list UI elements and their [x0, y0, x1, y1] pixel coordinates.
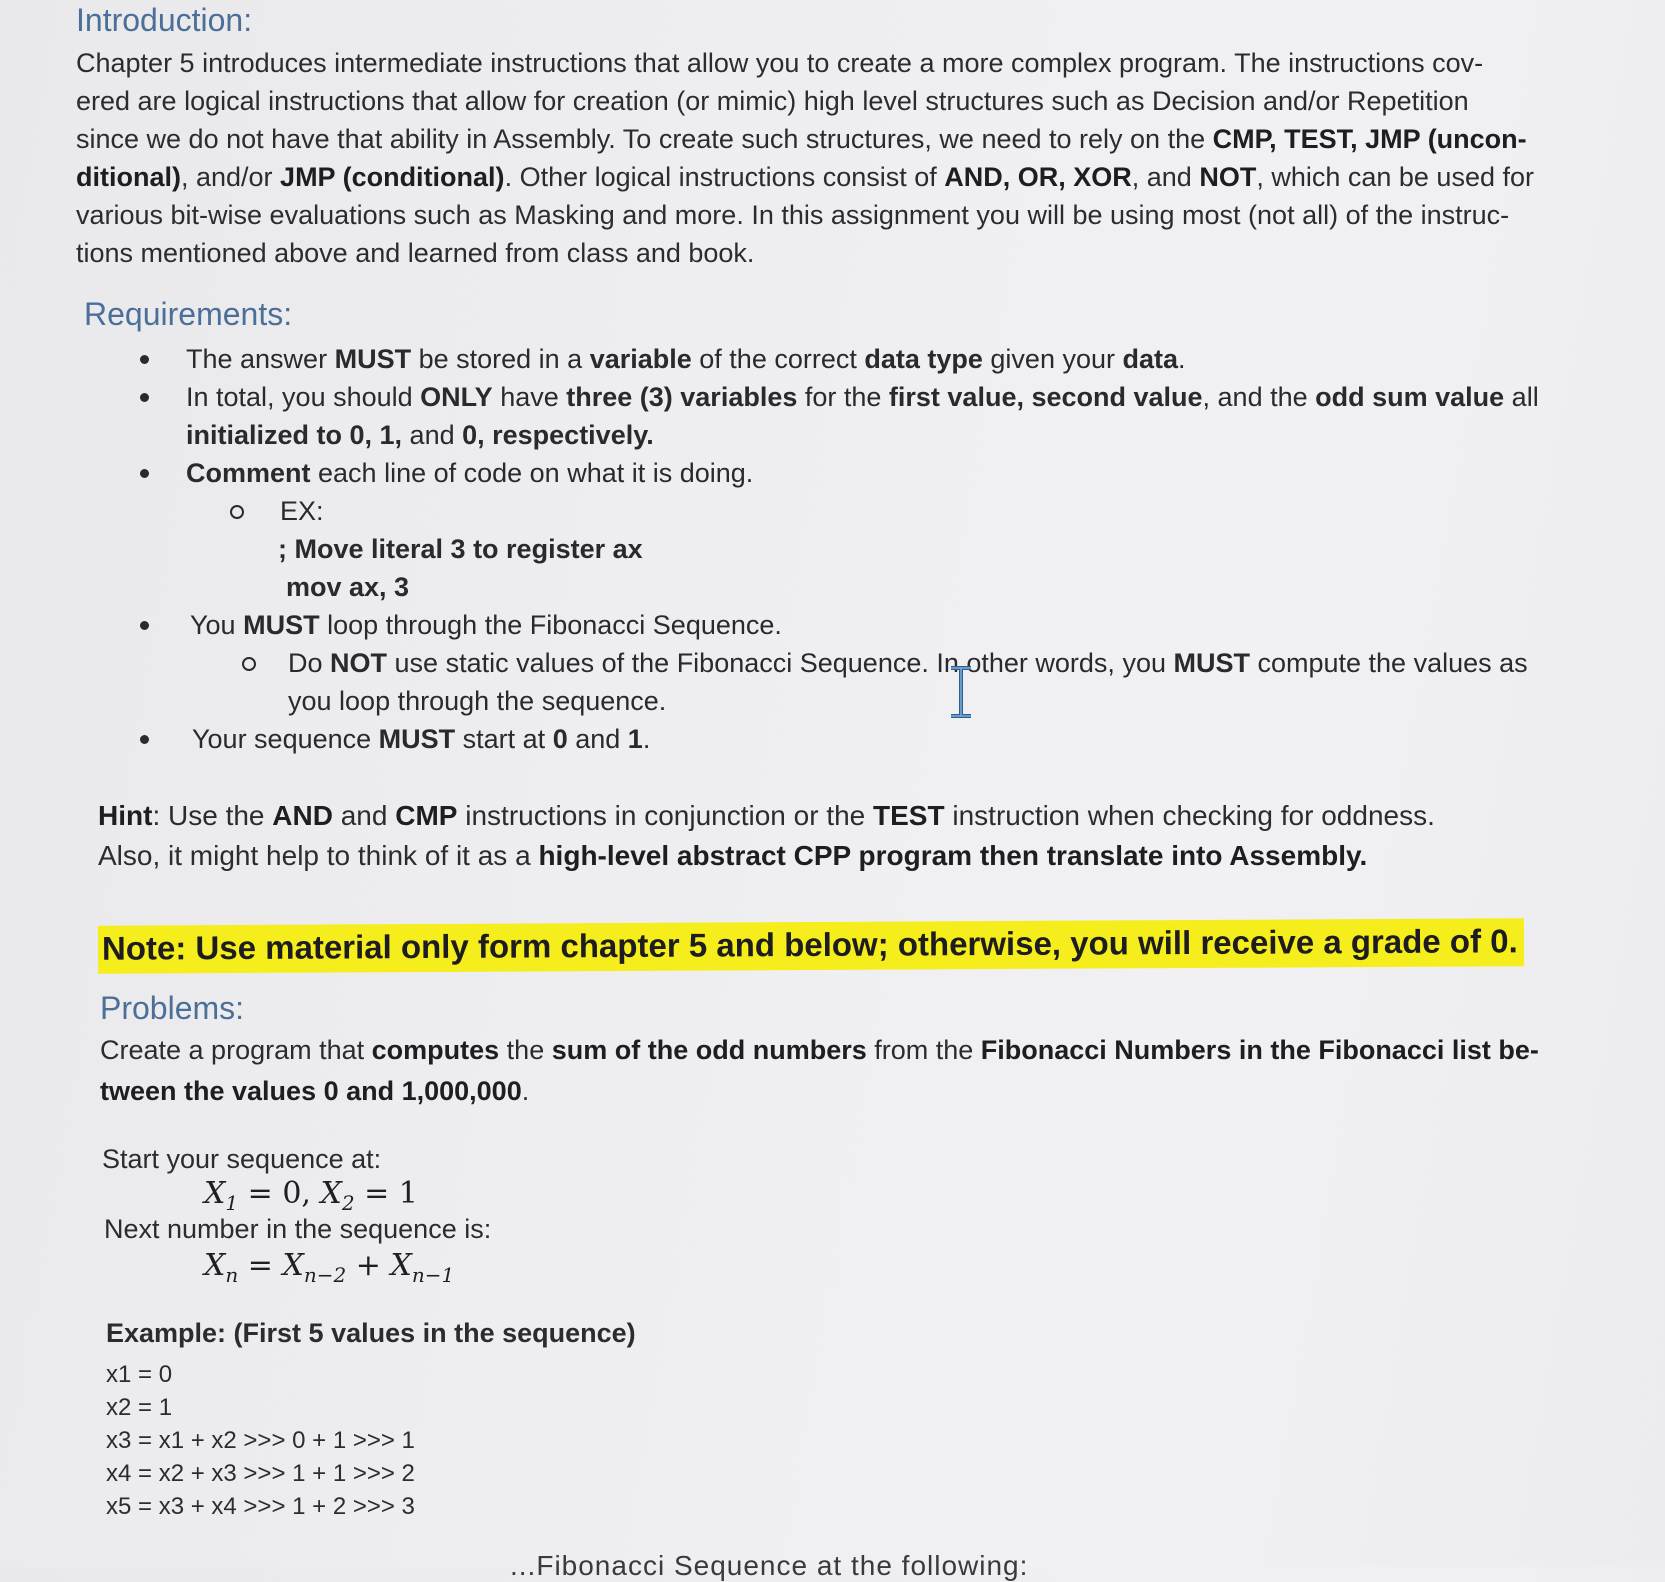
hint-line-2: Also, it might help to think of it as a high-level abstract CPP program then translate into Assembly. — [98, 840, 1368, 871]
sub-bullet-icon — [230, 505, 244, 519]
requirement-item-4: You MUST loop through the Fibonacci Sequence. — [130, 606, 1550, 644]
bullet-icon — [140, 393, 149, 402]
bullet-icon — [140, 621, 149, 630]
example-item: x4 = x2 + x3 >>> 1 + 1 >>> 2 — [106, 1460, 415, 1487]
requirement-sub-static: Do NOT use static values of the Fibonacci Sequence. In other words, you MUST compute the values as you loop through the sequence. — [130, 644, 1550, 720]
example-item: x5 = x3 + x4 >>> 1 + 2 >>> 3 — [106, 1493, 415, 1520]
intro-line-2: ered are logical instructions that allow for creation (or mimic) high level structures such as Decision and/or Repetition — [76, 86, 1469, 116]
recurrence-formula: $X_n = X_{n-2} + X_{n-1}$ — [204, 1248, 455, 1287]
bullet-icon — [140, 735, 149, 744]
hint-paragraph — [98, 796, 1598, 876]
example-item: x1 = 0 — [106, 1361, 173, 1388]
example-list — [106, 1358, 415, 1523]
intro-line-1: Chapter 5 introduces intermediate instructions that allow you to create a more complex program. The instructions cov- — [76, 48, 1484, 78]
start-sequence-label: Start your sequence at: — [102, 1144, 382, 1174]
intro-line-3: since we do not have that ability in Assembly. To create such structures, we need to rely on the CMP, TEST, JMP (uncon- — [76, 124, 1527, 154]
problem-line-2: tween the values 0 and 1,000,000. — [100, 1076, 530, 1106]
requirement-item-3: Comment each line of code on what it is doing. — [130, 454, 1550, 492]
bullet-icon — [140, 355, 149, 364]
example-label: Example: (First 5 values in the sequence) — [106, 1318, 636, 1348]
intro-paragraph — [76, 44, 1576, 272]
requirement-item-2: In total, you should ONLY have three (3) variables for the first value, second value, and the odd sum value all initialized to 0, 1, and 0, respectively. — [130, 378, 1550, 454]
example-item: x2 = 1 — [106, 1394, 173, 1421]
requirement-item-1: The answer MUST be stored in a variable of the correct data type given your data. — [130, 340, 1550, 378]
sub-bullet-icon — [242, 657, 256, 671]
problems-heading: Problems: — [100, 990, 245, 1026]
initial-values-formula: $X_1 = 0$, $X_2 = 1$ — [204, 1176, 418, 1215]
example-code-line: mov ax, 3 — [286, 572, 410, 602]
requirement-item-5: Your sequence MUST start at 0 and 1. — [130, 720, 1550, 758]
example-item: x3 = x1 + x2 >>> 0 + 1 >>> 1 — [106, 1427, 415, 1454]
next-number-label: Next number in the sequence is: — [104, 1214, 492, 1244]
requirement-sub-example: EX: — [130, 492, 1550, 530]
cut-off-text: ...Fibonacci Sequence at the following: — [510, 1550, 1029, 1581]
requirements-heading: Requirements: — [84, 296, 293, 332]
hint-line-1: Hint: Use the AND and CMP instructions in conjunction or the TEST instruction when checking for oddness. — [98, 800, 1435, 831]
example-comment-line: ; Move literal 3 to register ax — [278, 534, 643, 564]
grade-warning-note: Note: Use material only form chapter 5 and below; otherwise, you will receive a grade of 0. — [98, 918, 1524, 973]
text-cursor-icon — [948, 666, 974, 718]
intro-line-5: various bit-wise evaluations such as Masking and more. In this assignment you will be using most (not all) of the instruc- — [76, 200, 1510, 230]
intro-heading: Introduction: — [76, 2, 253, 38]
problem-statement — [100, 1030, 1600, 1112]
requirements-list — [130, 340, 1550, 758]
bullet-icon — [140, 469, 149, 478]
intro-line-6: tions mentioned above and learned from class and book. — [76, 238, 755, 268]
intro-line-4: ditional), and/or JMP (conditional). Other logical instructions consist of AND, OR, XOR, and NOT, which can be used for — [76, 162, 1534, 192]
problem-line-1: Create a program that computes the sum of the odd numbers from the Fibonacci Numbers in the Fibonacci list be- — [100, 1035, 1539, 1065]
